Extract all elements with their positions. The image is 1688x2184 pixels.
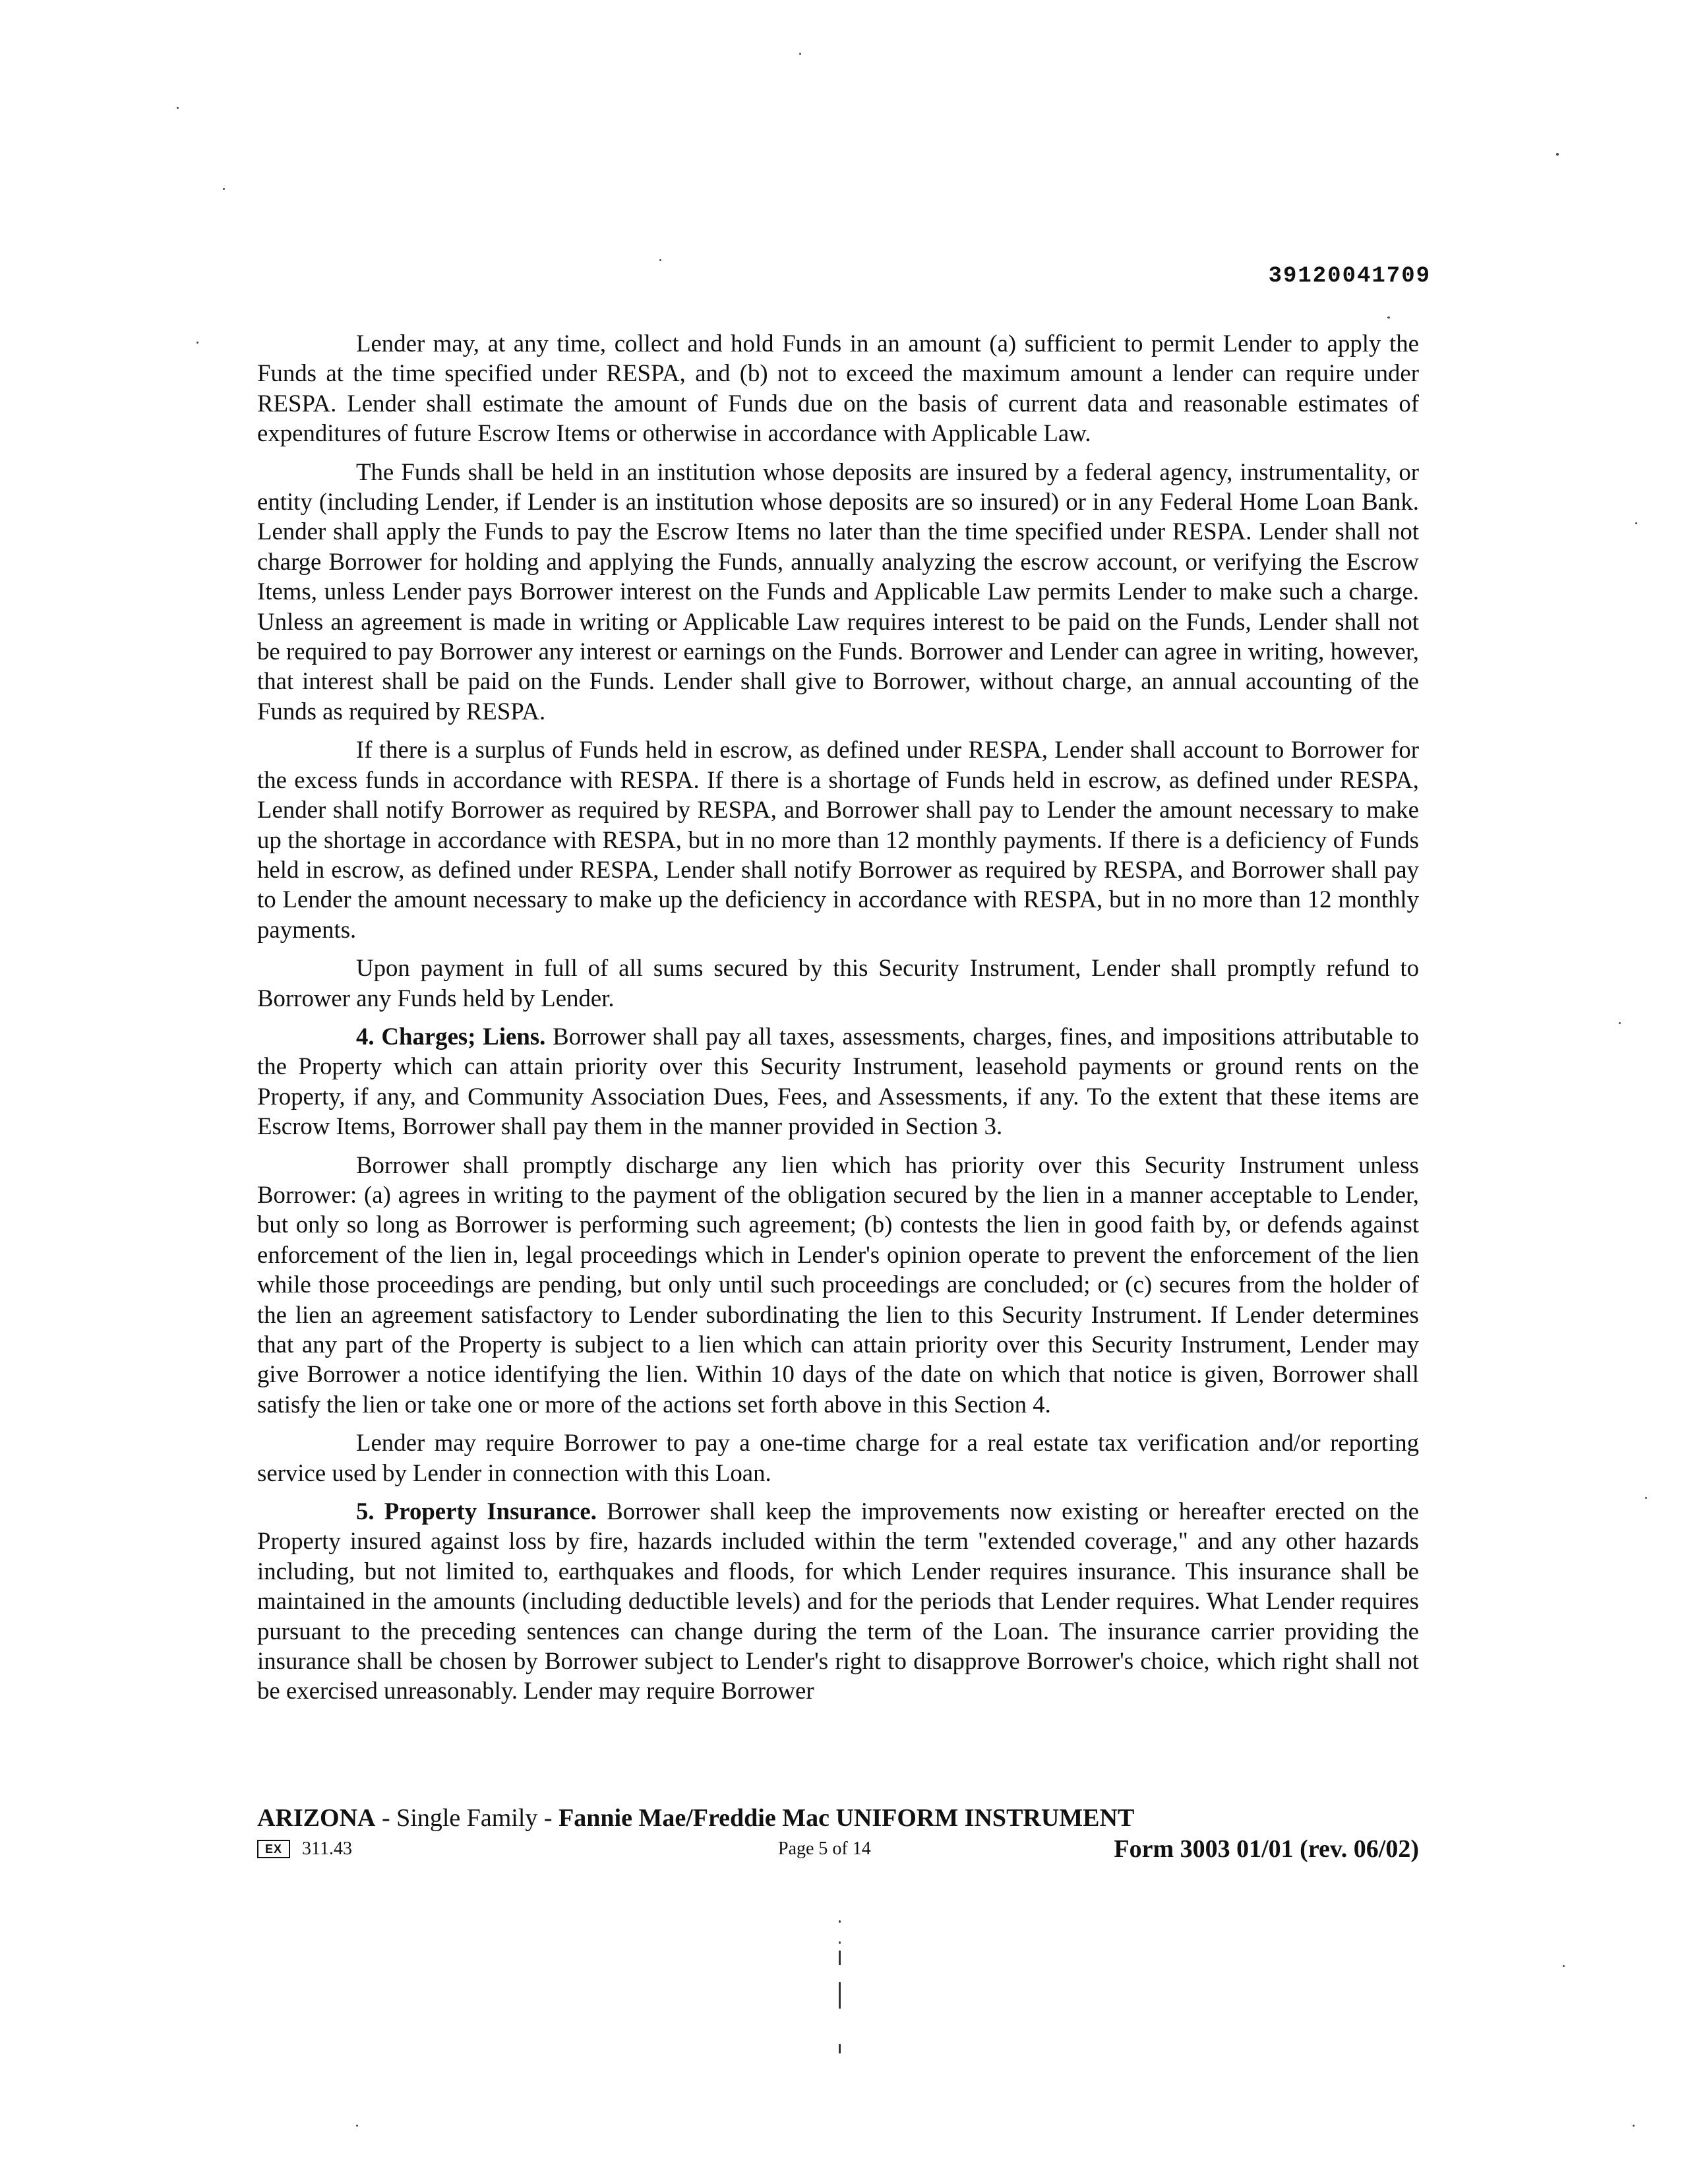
form-number: Form 3003 01/01 (rev. 06/02) xyxy=(1114,1835,1419,1863)
footer-instrument: Fannie Mae/Freddie Mac UNIFORM INSTRUMENT xyxy=(558,1804,1135,1832)
footer-instrument-line xyxy=(257,1803,1419,1833)
footer-form-code xyxy=(257,1838,352,1860)
paragraph-section-5 xyxy=(257,1496,1419,1706)
scan-speck xyxy=(1645,1497,1647,1499)
paragraph-refund xyxy=(257,953,1419,1013)
paragraph-escrow-collection xyxy=(257,328,1419,448)
paragraph-text: Borrower shall promptly discharge any lien which has priority over this Security Instrument unless Borrower: (a) agrees in writing to the payment of the obligation secured by the lien in a manner acceptable to Lender, but only so long as Borrower is performing such agreement; (b) contests the lien in good faith by, or defends against enforcement of the lien in, legal proceedings which in Lender's opinion operate to prevent the enforcement of the lien while those proceedings are pending, but only until such proceedings are concluded; or (c) secures from the holder of the lien an agreement satisfactory to Lender subordinating the lien to this Security Instrument. If Lender determines that any part of the Property is subject to a lien which can attain priority over this Security Instrument, Lender may give Borrower a notice identifying the lien. Within 10 days of the date on which that notice is given, Borrower shall satisfy the lien or take one or more of the actions set forth above in this Section 4. xyxy=(257,1151,1419,1418)
scan-speck xyxy=(1556,153,1559,156)
document-body xyxy=(257,328,1419,1714)
paragraph-surplus xyxy=(257,735,1419,944)
paragraph-text: Lender may require Borrower to pay a one-time charge for a real estate tax verification and/or reporting service used by Lender in connection with this Loan. xyxy=(257,1429,1419,1486)
paragraph-tax-verification xyxy=(257,1428,1419,1488)
section-heading: 4. Charges; Liens. xyxy=(356,1022,546,1050)
footer-state: ARIZONA xyxy=(257,1804,376,1832)
paragraph-text: Borrower shall pay all taxes, assessments, charges, fines, and impositions attributable to the Property which can attain priority over this Security Instrument, leasehold payments or ground rents on the Property, if any, and Community Association Dues, Fees, and Assessments, if any. To the extent that these items are Escrow Items, Borrower shall pay them in the manner provided in Section 3. xyxy=(257,1022,1419,1140)
scan-speck xyxy=(223,188,225,190)
scan-speck xyxy=(659,259,661,261)
scan-line xyxy=(839,1951,841,1965)
paragraph-text: The Funds shall be held in an institution whose deposits are insured by a federal agency, instrumentality, or entity (including Lender, if Lender is an institution whose deposits are so insured) or in any Federal Home Loan Bank. Lender shall apply the Funds to pay the Escrow Items no later than the time specified under RESPA. Lender shall not charge Borrower for holding and applying the Funds, annually analyzing the escrow account, or verifying the Escrow Items, unless Lender pays Borrower interest on the Funds and Applicable Law permits Lender to make such a charge. Unless an agreement is made in writing or Applicable Law requires interest to be paid on the Funds, Lender shall not be required to pay Borrower any interest or earnings on the Funds. Borrower and Lender can agree in writing, however, that interest shall be paid on the Funds. Lender shall give to Borrower, without charge, an annual accounting of the Funds as required by RESPA. xyxy=(257,458,1419,725)
scan-speck xyxy=(799,53,801,55)
paragraph-text: Borrower shall keep the improvements now existing or hereafter erected on the Property insured against loss by fire, hazards included within the term "extended coverage," and any other hazards including, but not limited to, earthquakes and floods, for which Lender requires insurance. This insurance shall be maintained in the amounts (including deductible levels) and for the periods that Lender requires. What Lender requires pursuant to the preceding sentences can change during the term of the Loan. The insurance carrier providing the insurance shall be chosen by Borrower subject to Lender's right to disapprove Borrower's choice, which right shall not be exercised unreasonably. Lender may require Borrower xyxy=(257,1498,1419,1705)
loan-number: 39120041709 xyxy=(1268,264,1431,289)
paragraph-text: Upon payment in full of all sums secured by this Security Instrument, Lender shall promptly refund to Borrower any Funds held by Lender. xyxy=(257,954,1419,1012)
scan-line xyxy=(839,1982,841,2009)
paragraph-section-4 xyxy=(257,1021,1419,1141)
page-number: Page 5 of 14 xyxy=(778,1838,871,1859)
paragraph-text: Lender may, at any time, collect and hold Funds in an amount (a) sufficient to permit Lender to apply the Funds at the time specified under RESPA, and (b) not to exceed the maximum amount a lender can require under RESPA. Lender shall estimate the amount of Funds due on the basis of current data and reasonable estimates of expenditures of future Escrow Items or otherwise in accordance with Applicable Law. xyxy=(257,330,1419,447)
scan-speck xyxy=(1619,1022,1621,1024)
scan-speck xyxy=(1635,522,1637,524)
scan-speck xyxy=(839,1920,841,1923)
scan-speck xyxy=(177,107,179,109)
paragraph-funds-held xyxy=(257,457,1419,727)
paragraph-lien-discharge xyxy=(257,1150,1419,1420)
scan-line xyxy=(839,2044,841,2053)
scan-speck xyxy=(1633,2125,1635,2127)
scan-speck xyxy=(356,2125,358,2127)
scan-speck xyxy=(839,1941,841,1944)
footer-form-line xyxy=(257,1835,1419,1867)
form-logo-icon: EX xyxy=(257,1840,290,1858)
scan-speck xyxy=(1387,317,1390,318)
page-footer xyxy=(257,1803,1419,1867)
form-code-text: 311.43 xyxy=(302,1838,352,1859)
scan-speck xyxy=(1563,1965,1565,1967)
paragraph-text: If there is a surplus of Funds held in escrow, as defined under RESPA, Lender shall account to Borrower for the excess funds in accordance with RESPA. If there is a shortage of Funds held in escrow, as defined under RESPA, Lender shall notify Borrower as required by RESPA, and Borrower shall pay to Lender the amount necessary to make up the shortage in accordance with RESPA, but in no more than 12 monthly payments. If there is a deficiency of Funds held in escrow, as defined under RESPA, Lender shall notify Borrower as required by RESPA, and Borrower shall pay to Lender the amount necessary to make up the deficiency in accordance with RESPA, but in no more than 12 monthly payments. xyxy=(257,736,1419,943)
scan-speck xyxy=(196,342,198,344)
footer-separator: - Single Family - xyxy=(375,1804,559,1832)
section-heading: 5. Property Insurance. xyxy=(356,1498,597,1525)
